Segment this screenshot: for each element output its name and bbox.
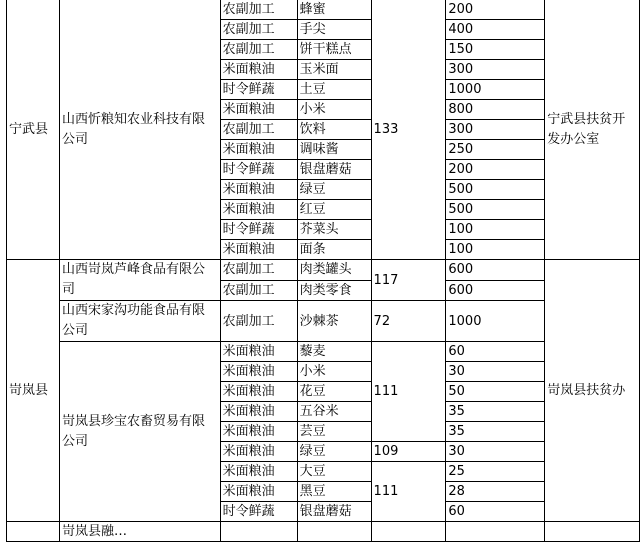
amount-cell: 400 [446,20,545,40]
amount-cell: 100 [446,240,545,260]
amount-cell: 35 [446,422,545,442]
product-cell: 绿豆 [297,442,371,462]
product-cell: 银盘蘑菇 [297,160,371,180]
amount-cell: 200 [446,0,545,20]
company-cell: 岢岚县珍宝农畜贸易有限公司 [59,342,220,522]
table-row [7,260,640,281]
code-cell: 117 [371,260,446,301]
amount-cell: 30 [446,442,545,462]
county-cell: 岢岚县 [7,260,60,522]
code-cell: 111 [371,342,446,442]
amount-cell: 50 [446,382,545,402]
product-cell: 绿豆 [297,180,371,200]
category-cell: 农副加工 [220,40,297,60]
category-cell: 时令鲜蔬 [220,80,297,100]
company-cell: 山西忻粮知农业科技有限公司 [59,0,220,260]
table-row [7,0,640,20]
product-cell: 饮料 [297,120,371,140]
product-cell: 银盘蘑菇 [297,502,371,522]
category-cell: 米面粮油 [220,362,297,382]
procurement-table [6,0,640,542]
product-cell: 土豆 [297,80,371,100]
product-cell: 沙棘茶 [297,301,371,342]
amount-cell: 30 [446,362,545,382]
company-cell: 山西岢岚芦峰食品有限公司 [59,260,220,301]
product-cell: 芥菜头 [297,220,371,240]
category-cell: 米面粮油 [220,180,297,200]
amount-cell: 60 [446,502,545,522]
office-cell: 岢岚县扶贫办 [545,260,640,522]
category-cell: 米面粮油 [220,482,297,502]
office-cell: 宁武县扶贫开发办公室 [545,0,640,260]
product-cell: 蜂蜜 [297,0,371,20]
product-cell: 调味酱 [297,140,371,160]
amount-cell: 500 [446,200,545,220]
amount-cell: 600 [446,280,545,301]
amount-cell: 150 [446,40,545,60]
product-cell: 黑豆 [297,482,371,502]
category-cell: 米面粮油 [220,342,297,362]
amount-cell: 35 [446,402,545,422]
category-cell: 米面粮油 [220,382,297,402]
category-cell: 时令鲜蔬 [220,220,297,240]
category-cell: 时令鲜蔬 [220,502,297,522]
category-cell: 米面粮油 [220,140,297,160]
amount-cell: 250 [446,140,545,160]
code-cell: 109 [371,442,446,462]
product-cell: 面条 [297,240,371,260]
table-row [7,301,640,342]
amount-cell: 60 [446,342,545,362]
category-cell: 农副加工 [220,20,297,40]
table-row [7,342,640,362]
product-cell: 大豆 [297,462,371,482]
company-cell: 山西宋家沟功能食品有限公司 [59,301,220,342]
amount-cell: 300 [446,120,545,140]
amount-cell: 28 [446,482,545,502]
amount-cell: 500 [446,180,545,200]
amount-cell: 1000 [446,301,545,342]
category-cell: 时令鲜蔬 [220,160,297,180]
category-cell: 米面粮油 [220,200,297,220]
code-cell: 72 [371,301,446,342]
product-cell: 小米 [297,362,371,382]
category-cell: 米面粮油 [220,462,297,482]
amount-cell: 100 [446,220,545,240]
product-cell: 芸豆 [297,422,371,442]
amount-cell: 800 [446,100,545,120]
category-cell: 米面粮油 [220,100,297,120]
product-cell: 藜麦 [297,342,371,362]
amount-cell: 1000 [446,80,545,100]
product-cell: 红豆 [297,200,371,220]
amount-cell: 200 [446,160,545,180]
product-cell: 手尖 [297,20,371,40]
product-cell: 五谷米 [297,402,371,422]
product-cell: 小米 [297,100,371,120]
product-cell: 花豆 [297,382,371,402]
category-cell: 农副加工 [220,301,297,342]
code-cell: 111 [371,462,446,522]
category-cell: 米面粮油 [220,60,297,80]
county-cell: 宁武县 [7,0,60,260]
product-cell: 肉类罐头 [297,260,371,281]
amount-cell: 25 [446,462,545,482]
amount-cell: 600 [446,260,545,281]
category-cell: 米面粮油 [220,240,297,260]
category-cell: 农副加工 [220,120,297,140]
category-cell: 农副加工 [220,0,297,20]
category-cell: 农副加工 [220,260,297,281]
company-cell: 岢岚县融… [59,522,220,542]
code-cell: 133 [371,0,446,260]
category-cell: 米面粮油 [220,422,297,442]
category-cell: 农副加工 [220,280,297,301]
category-cell: 米面粮油 [220,402,297,422]
product-cell: 玉米面 [297,60,371,80]
category-cell: 米面粮油 [220,442,297,462]
product-cell: 肉类零食 [297,280,371,301]
product-cell: 饼干糕点 [297,40,371,60]
amount-cell: 300 [446,60,545,80]
